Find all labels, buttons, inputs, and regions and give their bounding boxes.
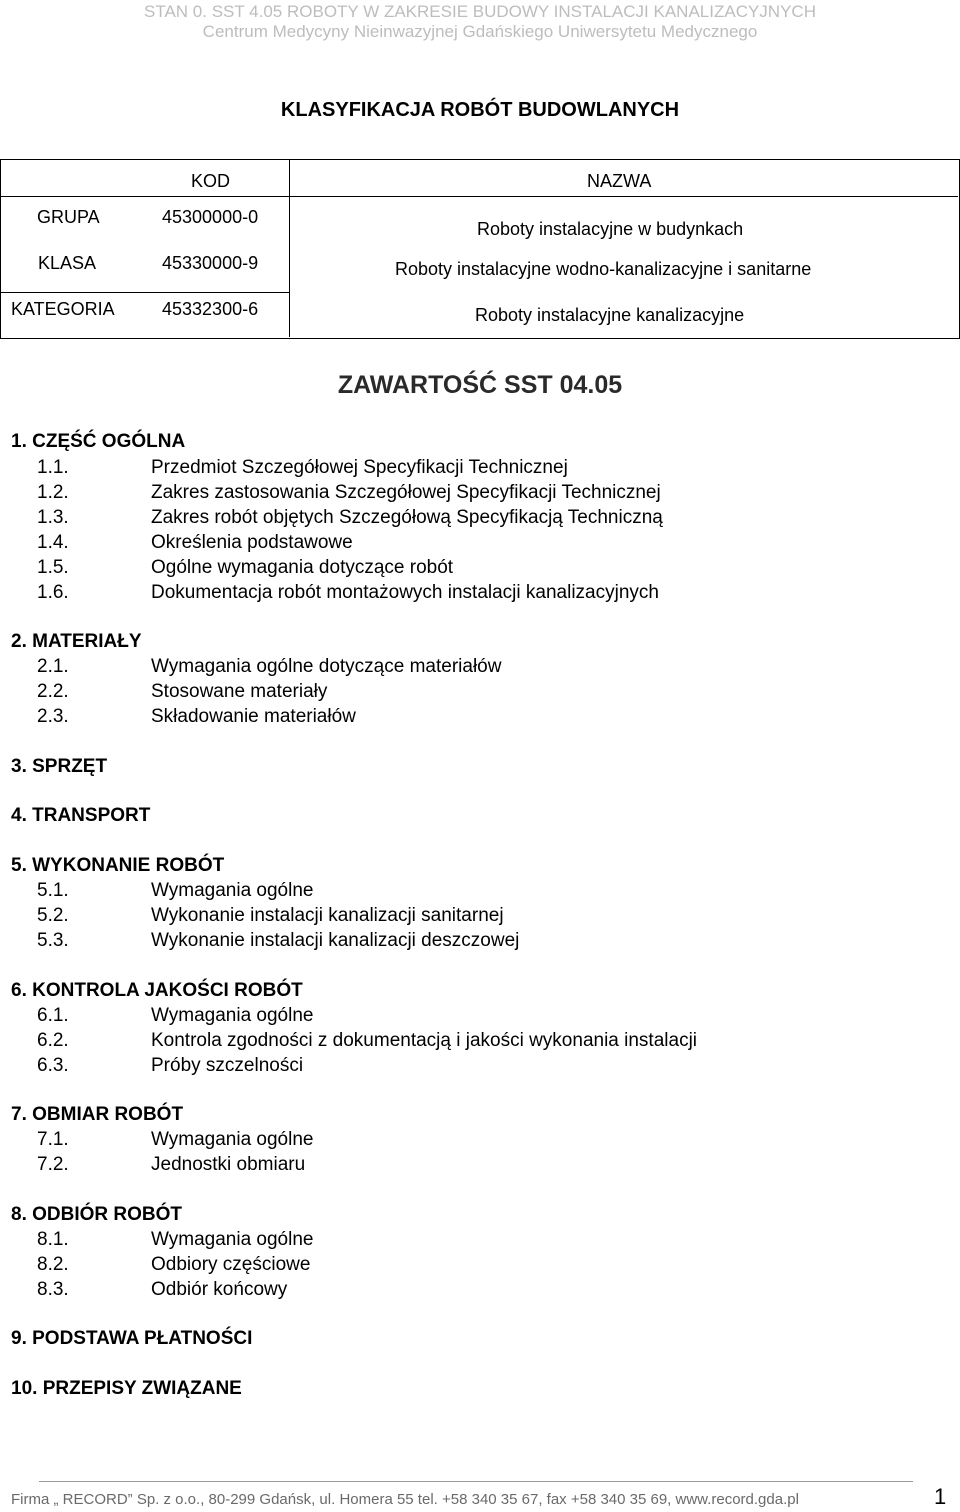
table-row-code: 45300000-0 [162,207,259,227]
footer-company-info: Firma „ RECORD” Sp. z o.o., 80-299 Gdańsk, ul. Homera 55 tel. +58 340 35 67, fax +58 340 35 69, www.record.gda.pl [11,1491,799,1508]
toc-item-text: Odbiór końcowy [151,1279,288,1300]
toc-section-title: 3. SPRZĘT [11,756,108,777]
toc-section-title: 6. KONTROLA JAKOŚCI ROBÓT [11,980,303,1001]
running-header-line1: STAN 0. SST 4.05 ROBOTY W ZAKRESIE BUDOWY INSTALACJI KANALIZACYJNYCH [144,2,816,21]
toc-item-number: 1.3. [37,507,69,528]
toc-item-text: Określenia podstawowe [151,532,353,553]
toc-item-text: Wymagania ogólne [151,1229,314,1250]
toc-section-title: 9. PODSTAWA PŁATNOŚCI [11,1328,253,1349]
column-header-kod: KOD [191,171,231,191]
toc-item-text: Przedmiot Szczegółowej Specyfikacji Technicznej [151,457,568,478]
toc-item-number: 8.1. [37,1229,69,1250]
table-row-level: GRUPA [37,207,100,227]
toc-item-text: Ogólne wymagania dotyczące robót [151,557,454,578]
toc-item-number: 8.2. [37,1254,69,1275]
toc-item-text: Składowanie materiałów [151,706,356,727]
table-row-code: 45332300-6 [162,299,259,319]
page-number: 1 [934,1484,947,1509]
toc-item-number: 2.3. [37,706,69,727]
toc-section-title: 7. OBMIAR ROBÓT [11,1104,184,1125]
table-grid-line [1,196,958,197]
toc-section-title: 8. ODBIÓR ROBÓT [11,1204,183,1225]
toc-item-number: 7.2. [37,1154,69,1175]
toc-item-text: Wykonanie instalacji kanalizacji sanitarnej [151,905,504,926]
table-row-name: Roboty instalacyjne wodno-kanalizacyjne i sanitarne [395,259,812,279]
toc-item-text: Próby szczelności [151,1055,304,1076]
toc-item-text: Odbiory częściowe [151,1254,311,1275]
table-row-name: Roboty instalacyjne kanalizacyjne [475,305,745,325]
toc-item-number: 2.2. [37,681,69,702]
classification-table [0,159,960,339]
toc-item-number: 7.1. [37,1129,69,1150]
table-grid-line [1,292,289,293]
footer-divider [39,1481,913,1482]
toc-item-text: Dokumentacja robót montażowych instalacji kanalizacyjnych [151,582,659,603]
table-row-level: KATEGORIA [11,299,115,319]
toc-item-text: Wymagania ogólne [151,1005,314,1026]
toc-item-text: Stosowane materiały [151,681,328,702]
table-grid-line [289,160,290,337]
toc-item-number: 6.2. [37,1030,69,1051]
toc-item-number: 6.1. [37,1005,69,1026]
toc-item-text: Wymagania ogólne [151,1129,314,1150]
toc-item-text: Zakres zastosowania Szczegółowej Specyfikacji Technicznej [151,482,661,503]
toc-item-number: 5.3. [37,930,69,951]
toc-title: ZAWARTOŚĆ SST 04.05 [337,371,623,399]
toc-section-title: 4. TRANSPORT [11,805,151,826]
toc-item-text: Zakres robót objętych Szczegółową Specyfikacją Techniczną [151,507,663,528]
toc-item-number: 1.1. [37,457,69,478]
toc-section-title: 1. CZĘŚĆ OGÓLNA [11,431,186,452]
document-title: KLASYFIKACJA ROBÓT BUDOWLANYCH [280,99,680,121]
toc-item-number: 2.1. [37,656,69,677]
toc-item-number: 1.6. [37,582,69,603]
table-row-name: Roboty instalacyjne w budynkach [477,219,744,239]
toc-item-number: 8.3. [37,1279,69,1300]
toc-item-text: Jednostki obmiaru [151,1154,306,1175]
toc-item-number: 6.3. [37,1055,69,1076]
toc-section-title: 2. MATERIAŁY [11,631,142,652]
toc-section-title: 10. PRZEPISY ZWIĄZANE [11,1378,242,1399]
running-header-line2: Centrum Medycyny Nieinwazyjnej Gdańskiego Uniwersytetu Medycznego [202,22,758,41]
toc-item-number: 1.4. [37,532,69,553]
toc-item-text: Wymagania ogólne [151,880,314,901]
toc-item-text: Kontrola zgodności z dokumentacją i jakości wykonania instalacji [151,1030,698,1051]
toc-item-number: 5.2. [37,905,69,926]
column-header-nazwa: NAZWA [587,171,652,191]
table-row-code: 45330000-9 [162,253,259,273]
toc-item-text: Wykonanie instalacji kanalizacji deszczowej [151,930,520,951]
toc-item-number: 5.1. [37,880,69,901]
table-row-level: KLASA [38,253,97,273]
toc-item-number: 1.2. [37,482,69,503]
toc-item-text: Wymagania ogólne dotyczące materiałów [151,656,502,677]
toc-section-title: 5. WYKONANIE ROBÓT [11,855,225,876]
toc-item-number: 1.5. [37,557,69,578]
